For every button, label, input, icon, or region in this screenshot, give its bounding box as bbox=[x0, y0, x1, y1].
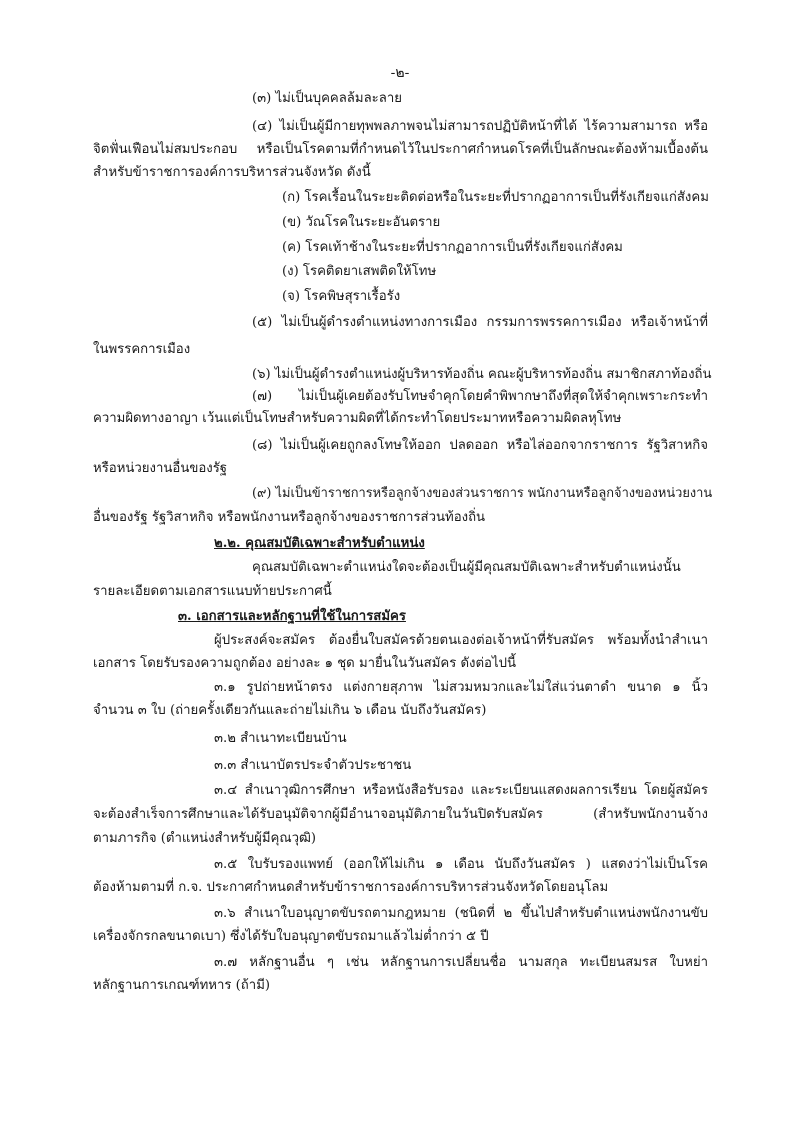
document-item-3-4: ๓.๔ สำเนาวุฒิการศึกษา หรือหนังสือรับรอง และระเบียนแสดงผลการเรียน โดยผู้สมัคร bbox=[214, 783, 708, 798]
qualification-item-8: (๘) ไม่เป็นผู้เคยถูกลงโทษให้ออก ปลดออก หรือไล่ออกจากราชการ รัฐวิสาหกิจ bbox=[252, 438, 708, 453]
qualification-item-5-cont: ในพรรคการเมือง bbox=[93, 342, 191, 357]
application-instruction: ผู้ประสงค์จะสมัคร ต้องยื่นใบสมัครด้วยตนเองต่อเจ้าหน้าที่รับสมัคร พร้อมทั้งนำสำเนา bbox=[214, 633, 708, 648]
page-number: -๒- bbox=[390, 65, 410, 81]
document-item-3-6-cont: เครื่องจักรกลขนาดเบา) ซึ่งได้รับใบอนุญาตขับรถมาแล้วไม่ต่ำกว่า ๕ ปี bbox=[93, 929, 489, 944]
disease-item-a: (ก) โรคเรื้อนในระยะติดต่อหรือในระยะที่ปรากฏอาการเป็นที่รังเกียจแก่สังคม bbox=[282, 190, 709, 205]
document-item-3-7: ๓.๗ หลักฐานอื่น ๆ เช่น หลักฐานการเปลี่ยนชื่อ นามสกุล ทะเบียนสมรส ใบหย่า bbox=[214, 955, 708, 970]
qualification-item-7-cont: ความผิดทางอาญา เว้นแต่เป็นโทษสำหรับความผิดที่ได้กระทำโดยประมาทหรือความผิดลหุโทษ bbox=[93, 411, 622, 426]
qualification-item-3: (๓) ไม่เป็นบุคคลล้มละลาย bbox=[252, 91, 402, 106]
qualification-item-4-cont-2: สำหรับข้าราชการองค์การบริหารส่วนจังหวัด ดังนี้ bbox=[93, 165, 371, 180]
specific-qualification-text: คุณสมบัติเฉพาะตำแหน่งใดจะต้องเป็นผู้มีคุณสมบัติเฉพาะสำหรับตำแหน่งนั้น bbox=[252, 560, 681, 575]
specific-qualification-text-cont: รายละเอียดตามเอกสารแนบท้ายประกาศนี้ bbox=[93, 584, 332, 599]
disease-item-c: (ค) โรคเท้าช้างในระยะที่ปรากฏอาการเป็นที่รังเกียจแก่สังคม bbox=[282, 240, 623, 255]
qualification-item-9: (๙) ไม่เป็นข้าราชการหรือลูกจ้างของส่วนราชการ พนักงานหรือลูกจ้างของหน่วยงาน bbox=[252, 486, 713, 501]
document-item-3-3: ๓.๓ สำเนาบัตรประจำตัวประชาชน bbox=[214, 758, 412, 773]
qualification-item-7: (๗) ไม่เป็นผู้เคยต้องรับโทษจำคุกโดยคำพิพากษาถึงที่สุดให้จำคุกเพราะกระทำ bbox=[252, 389, 708, 404]
application-instruction-cont: เอกสาร โดยรับรองความถูกต้อง อย่างละ ๑ ชุด มายื่นในวันสมัคร ดังต่อไปนี้ bbox=[93, 656, 516, 671]
qualification-item-6: (๖) ไม่เป็นผู้ดำรงตำแหน่งผู้บริหารท้องถิ่น คณะผู้บริหารท้องถิ่น สมาชิกสภาท้องถิ่น bbox=[252, 367, 712, 382]
document-item-3-7-cont: หลักฐานการเกณฑ์ทหาร (ถ้ามี) bbox=[93, 978, 271, 993]
document-item-3-1: ๓.๑ รูปถ่ายหน้าตรง แต่งกายสุภาพ ไม่สวมหมวกและไม่ใส่แว่นตาดำ ขนาด ๑ นิ้ว bbox=[214, 680, 708, 695]
qualification-item-5: (๕) ไม่เป็นผู้ดำรงตำแหน่งทางการเมือง กรรมการพรรคการเมือง หรือเจ้าหน้าที่ bbox=[252, 315, 708, 330]
qualification-item-9-cont: อื่นของรัฐ รัฐวิสาหกิจ หรือพนักงานหรือลูกจ้างของราชการส่วนท้องถิ่น bbox=[93, 510, 486, 525]
disease-item-e: (จ) โรคพิษสุราเรื้อรัง bbox=[282, 289, 401, 304]
document-item-3-1-cont: จำนวน ๓ ใบ (ถ่ายครั้งเดียวกันและถ่ายไม่เกิน ๖ เดือน นับถึงวันสมัคร) bbox=[93, 703, 487, 718]
document-item-3-5-cont: ต้องห้ามตามที่ ก.จ. ประกาศกำหนดสำหรับข้าราชการองค์การบริหารส่วนจังหวัดโดยอนุโลม bbox=[93, 880, 609, 895]
section-heading-2-2: ๒.๒. คุณสมบัติเฉพาะสำหรับตำแหน่ง bbox=[214, 536, 425, 551]
document-item-3-4-cont-1: จะต้องสำเร็จการศึกษาและได้รับอนุมัติจากผู้มีอำนาจอนุมัติภายในวันปิดรับสมัคร (สำหรับพนักงานจ้าง bbox=[93, 807, 708, 822]
qualification-item-8-cont: หรือหน่วยงานอื่นของรัฐ bbox=[93, 461, 228, 476]
document-item-3-5: ๓.๕ ใบรับรองแพทย์ (ออกให้ไม่เกิน ๑ เดือน นับถึงวันสมัคร ) แสดงว่าไม่เป็นโรค bbox=[214, 857, 708, 872]
document-item-3-2: ๓.๒ สำเนาทะเบียนบ้าน bbox=[214, 731, 347, 746]
section-heading-3: ๓. เอกสารและหลักฐานที่ใช้ในการสมัคร bbox=[178, 609, 406, 624]
document-item-3-4-cont-2: ตามภารกิจ (ตำแหน่งสำหรับผู้มีคุณวุฒิ) bbox=[93, 831, 317, 846]
qualification-item-4: (๔) ไม่เป็นผู้มีกายทุพพลภาพจนไม่สามารถปฏิบัติหน้าที่ได้ ไร้ความสามารถ หรือ bbox=[252, 119, 708, 134]
document-item-3-6: ๓.๖ สำเนาใบอนุญาตขับรถตามกฎหมาย (ชนิดที่ ๒ ขึ้นไปสำหรับตำแหน่งพนักงานขับ bbox=[214, 906, 708, 921]
disease-item-b: (ข) วัณโรคในระยะอันตราย bbox=[282, 215, 441, 230]
disease-item-d: (ง) โรคติดยาเสพติดให้โทษ bbox=[282, 264, 437, 279]
qualification-item-4-cont-1: จิตฟั่นเฟือนไม่สมประกอบ หรือเป็นโรคตามที่กำหนดไว้ในประกาศกำหนดโรคที่เป็นลักษณะต้องห้ามเบื้องต้น bbox=[93, 142, 708, 157]
